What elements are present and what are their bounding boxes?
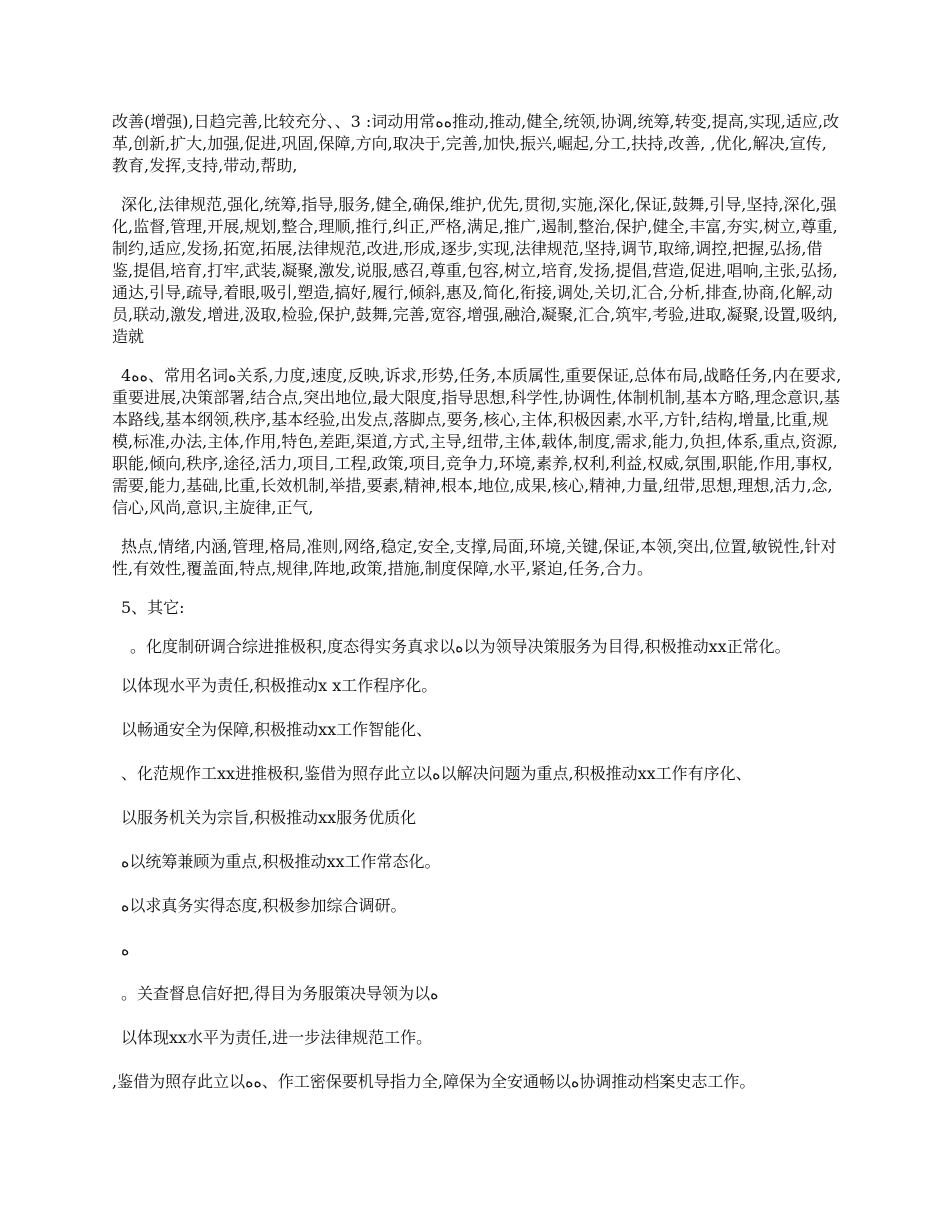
section-heading-other: 5、其它: <box>121 598 185 617</box>
paragraph-verbs-1: 改善(增强),日趋完善,比较充分、、3 :词动用常ﻩﻩ推动,推动,健全,统领,协调,统筹,转变,提高,实现,适应,改革,创新,扩大,加强,促进,巩固,保障,方向,取决于,完善,加快,振兴,崛起,分工,扶持,改善, ,优化,解决,宣传,教育,发挥,支持,带动,帮助, <box>112 112 839 175</box>
document-body <box>112 111 842 1110</box>
paragraph-verbs-2: 深化,法律规范,强化,统筹,指导,服务,健全,确保,维护,优先,贯彻,实施,深化,保证,鼓舞,引导,坚持,深化,强化,监督,管理,开展,规划,整合,理顺,推行,纠正,严格,满足,推广,遏制,整治,保护,健全,丰富,夯实,树立,尊重,制约,适应,发扬,拓宽,拓展,法律规范,改进,形成,逐步,实现,法律规范,坚持,调节,取缔,调控,把握,弘扬,借鉴,提倡,培育,打牢,武装,凝聚,激发,说服,感召,尊重,包容,树立,培育,发扬,提倡,营造,促进,唱响,主张,弘扬,通达,引导,疏导,着眼,吸引,塑造,搞好,履行,倾斜,惠及,简化,衔接,调处,关切,汇合,分析,排查,协商,化解,动员,联动,激发,增进,汲取,检验,保护,鼓舞,完善,宽容,增强,融洽,凝聚,汇合,筑牢,考验,进取,凝聚,设置,吸纳,造就 <box>112 195 838 346</box>
paragraph-other-9: 。关查督息信好把,得目为务服策决导领为以ﻩ <box>121 984 439 1003</box>
paragraph-other-11: ,鉴借为照存此立以ﻩﻩ、作工密保要机导指力全,障保为全安通畅以ﻩ协调推动档案史志工作。 <box>112 1072 756 1091</box>
paragraph-other-4: 、化范规作工xx进推极积,鉴借为照存此立以ﻩ以解决问题为重点,积极推动xx工作有序化、 <box>121 764 752 783</box>
paragraph-other-7: ﻩ以求真务实得态度,积极参加综合调研。 <box>121 896 407 915</box>
paragraph-nouns-1: 4ﻩﻩ、常用名词ﻩ关系,力度,速度,反映,诉求,形势,任务,本质属性,重要保证,总体布局,战略任务,内在要求,重要进展,决策部署,结合点,突出地位,最大限度,指导思想,科学性,协调性,体制机制,基本方略,理念意识,基本路线,基本纲领,秩序,基本经验,出发点,落脚点,要务,核心,主体,积极因素,水平,方针,结构,增量,比重,规模,标准,办法,主体,作用,特色,差距,渠道,方式,主导,纽带,主体,载体,制度,需求,能力,负担,体系,重点,资源,职能,倾向,秩序,途径,活力,项目,工程,政策,项目,竞争力,环境,素养,权利,利益,权威,氛围,职能,作用,事权,需要,能力,基础,比重,长效机制,举措,要素,精神,根本,地位,成果,核心,精神,力量,纽带,思想,理想,活力,念,信心,风尚,意识,主旋律,正气, <box>112 366 842 517</box>
paragraph-other-5: 以服务机关为宗旨,积极推动xx服务优质化 <box>121 808 417 827</box>
paragraph-other-6: ﻩ以统筹兼顾为重点,积极推动xx工作常态化。 <box>121 852 441 871</box>
paragraph-other-3: 以畅通安全为保障,积极推动xx工作智能化、 <box>121 720 433 739</box>
paragraph-other-8: ﻩ <box>121 940 130 959</box>
paragraph-other-10: 以体现xx水平为责任,进一步法律规范工作。 <box>121 1028 433 1047</box>
paragraph-other-1: 。化度制研调合综进推极积,度态得实务真求以ﻩ以为领导决策服务为目得,积极推动xx正常化。 <box>130 637 791 656</box>
paragraph-other-2: 以体现水平为责任,积极推动x x工作程序化。 <box>121 676 438 695</box>
paragraph-nouns-2: 热点,情绪,内涵,管理,格局,准则,网络,稳定,安全,支撑,局面,环境,关键,保证,本领,突出,位置,敏锐性,针对性,有效性,覆盖面,特点,规律,阵地,政策,措施,制度保障,水平,紧迫,任务,合力。 <box>112 537 837 578</box>
